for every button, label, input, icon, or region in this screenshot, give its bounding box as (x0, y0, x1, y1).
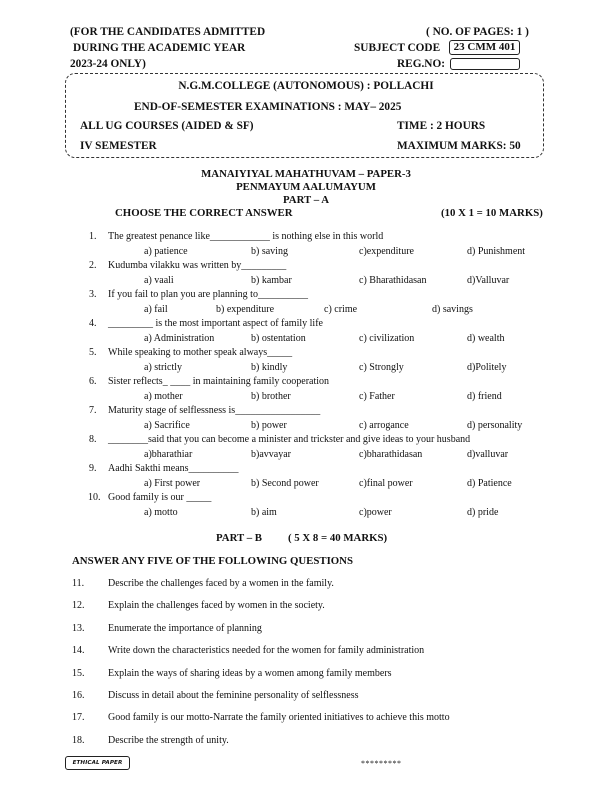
answer-option: c) Father (359, 391, 395, 402)
question-number: 15. (72, 667, 85, 679)
answer-option: c) Strongly (359, 362, 404, 373)
question-text: The greatest penance like____________ is nothing else in this world (108, 231, 384, 242)
semester: IV SEMESTER (80, 140, 157, 152)
answer-option: d) friend (467, 391, 502, 402)
question-text: Explain the ways of sharing ideas by a women among family members (108, 667, 392, 679)
reg-no-field[interactable] (450, 58, 520, 70)
question-number: 2. (89, 260, 97, 271)
question-number: 12. (72, 600, 85, 612)
answer-option: a) motto (144, 507, 178, 518)
question-text: Maturity stage of selflessness is_________________ (108, 405, 321, 416)
maximum-marks: MAXIMUM MARKS: 50 (397, 140, 521, 152)
question-number: 17. (72, 712, 85, 724)
answer-option: b)avvayar (251, 449, 291, 460)
answer-option: a) vaali (144, 275, 174, 286)
answer-option: c)final power (359, 478, 413, 489)
answer-option: c)bharathidasan (359, 449, 423, 460)
answer-option: b) power (251, 420, 287, 431)
question-text: _________ is the most important aspect of family life (108, 318, 323, 329)
question-number: 11. (72, 578, 85, 589)
answer-option: d) wealth (467, 333, 505, 344)
page-count: ( NO. OF PAGES: 1 ) (426, 26, 529, 38)
question-number: 9. (89, 463, 97, 474)
question-number: 13. (72, 622, 85, 634)
answer-option: a) mother (144, 391, 183, 402)
answer-option: c)expenditure (359, 246, 414, 257)
answer-option: d)valluvar (467, 449, 509, 460)
answer-option: b) saving (251, 246, 288, 257)
part-a-heading: PART – A (282, 194, 329, 206)
answer-option: c) crime (324, 304, 358, 315)
question-text: Describe the strength of unity. (108, 734, 229, 746)
question-number: 1. (89, 231, 97, 242)
answer-option: b) aim (251, 507, 277, 518)
question-number: 7. (89, 405, 97, 416)
answer-option: a) First power (144, 478, 201, 489)
answer-option: c) arrogance (359, 420, 409, 431)
question-text: While speaking to mother speak always_____ (108, 347, 293, 358)
answer-option: d) Punishment (467, 246, 526, 257)
admission-note-line-2: DURING THE ACADEMIC YEAR (73, 42, 246, 54)
question-text: Discuss in detail about the feminine personality of selflessness (108, 690, 359, 701)
question-text: Explain the challenges faced by women in the society. (108, 600, 325, 612)
answer-option: c) Bharathidasan (359, 275, 427, 286)
paper-title: MANAIYIYAL MAHATHUVAM – PAPER-3 (201, 168, 411, 180)
question-text: Describe the challenges faced by a women in the family. (108, 578, 334, 589)
part-b-heading: PART – B (216, 532, 263, 544)
exam-duration: TIME : 2 HOURS (397, 120, 486, 132)
answer-option: a) fail (144, 304, 168, 315)
question-text: If you fail to plan you are planning to__________ (108, 289, 308, 300)
part-a-instruction: CHOOSE THE CORRECT ANSWER (115, 207, 293, 219)
reg-no-label: REG.NO: (397, 58, 446, 70)
answer-option: a) Sacrifice (144, 420, 190, 431)
answer-option: d) savings (432, 304, 473, 315)
answer-option: a)bharathiar (144, 449, 193, 460)
answer-option: a) patience (144, 246, 188, 257)
courses: ALL UG COURSES (AIDED & SF) (80, 120, 254, 132)
answer-option: a) strictly (144, 362, 183, 373)
part-b-marks: ( 5 X 8 = 40 MARKS) (288, 532, 388, 544)
exam-session: END-OF-SEMESTER EXAMINATIONS : MAY– 2025 (134, 101, 402, 113)
answer-option: c) civilization (359, 333, 415, 344)
question-number: 16. (72, 690, 85, 701)
answer-option: b) Second power (251, 478, 319, 489)
answer-option: b) expenditure (216, 304, 275, 315)
part-b-instruction: ANSWER ANY FIVE OF THE FOLLOWING QUESTIONS (72, 555, 353, 567)
question-text: Sister reflects_ ____ in maintaining family cooperation (108, 376, 330, 387)
ethical-paper-badge: ETHICAL PAPER (65, 756, 130, 770)
question-number: 18. (72, 734, 85, 746)
part-a-marks: (10 X 1 = 10 MARKS) (441, 207, 543, 219)
question-text: Kudumba vilakku was written by_________ (108, 260, 287, 271)
admission-note-line-3: 2023-24 ONLY) (70, 58, 146, 70)
answer-option: b) brother (251, 391, 291, 402)
subject-code-label: SUBJECT CODE (354, 42, 441, 54)
answer-option: b) kambar (251, 275, 292, 286)
question-text: Aadhi Sakthi means__________ (108, 463, 239, 474)
question-number: 8. (89, 434, 97, 445)
question-text: ________said that you can become a minister and trickster and give ideas to your husband (108, 434, 471, 445)
question-number: 10. (88, 492, 101, 503)
answer-option: b) ostentation (251, 333, 306, 344)
answer-option: b) kindly (251, 362, 288, 373)
end-of-paper-mark: ********* (361, 759, 402, 768)
answer-option: d) personality (467, 420, 523, 431)
question-text: Good family is our motto-Narrate the family oriented initiatives to achieve this motto (108, 712, 450, 724)
question-number: 6. (89, 376, 97, 387)
question-number: 14. (72, 645, 85, 657)
college-name: N.G.M.COLLEGE (AUTONOMOUS) : POLLACHI (178, 80, 434, 92)
subject-code-box: 23 CMM 401 (449, 40, 520, 55)
question-text: Good family is our _____ (108, 492, 212, 503)
question-text: Enumerate the importance of planning (108, 622, 262, 634)
answer-option: d) Patience (467, 478, 512, 489)
answer-option: d)Politely (467, 362, 507, 373)
answer-option: c)power (359, 507, 392, 518)
admission-note-line-1: (FOR THE CANDIDATES ADMITTED (70, 26, 266, 38)
paper-subtitle: PENMAYUM AALUMAYUM (236, 181, 376, 193)
question-number: 3. (89, 289, 97, 300)
question-number: 4. (89, 318, 97, 329)
answer-option: d)Valluvar (467, 275, 510, 286)
question-number: 5. (89, 347, 97, 358)
answer-option: a) Administration (144, 333, 215, 344)
answer-option: d) pride (467, 507, 499, 518)
question-text: Write down the characteristics needed for the women for family administration (108, 645, 425, 657)
